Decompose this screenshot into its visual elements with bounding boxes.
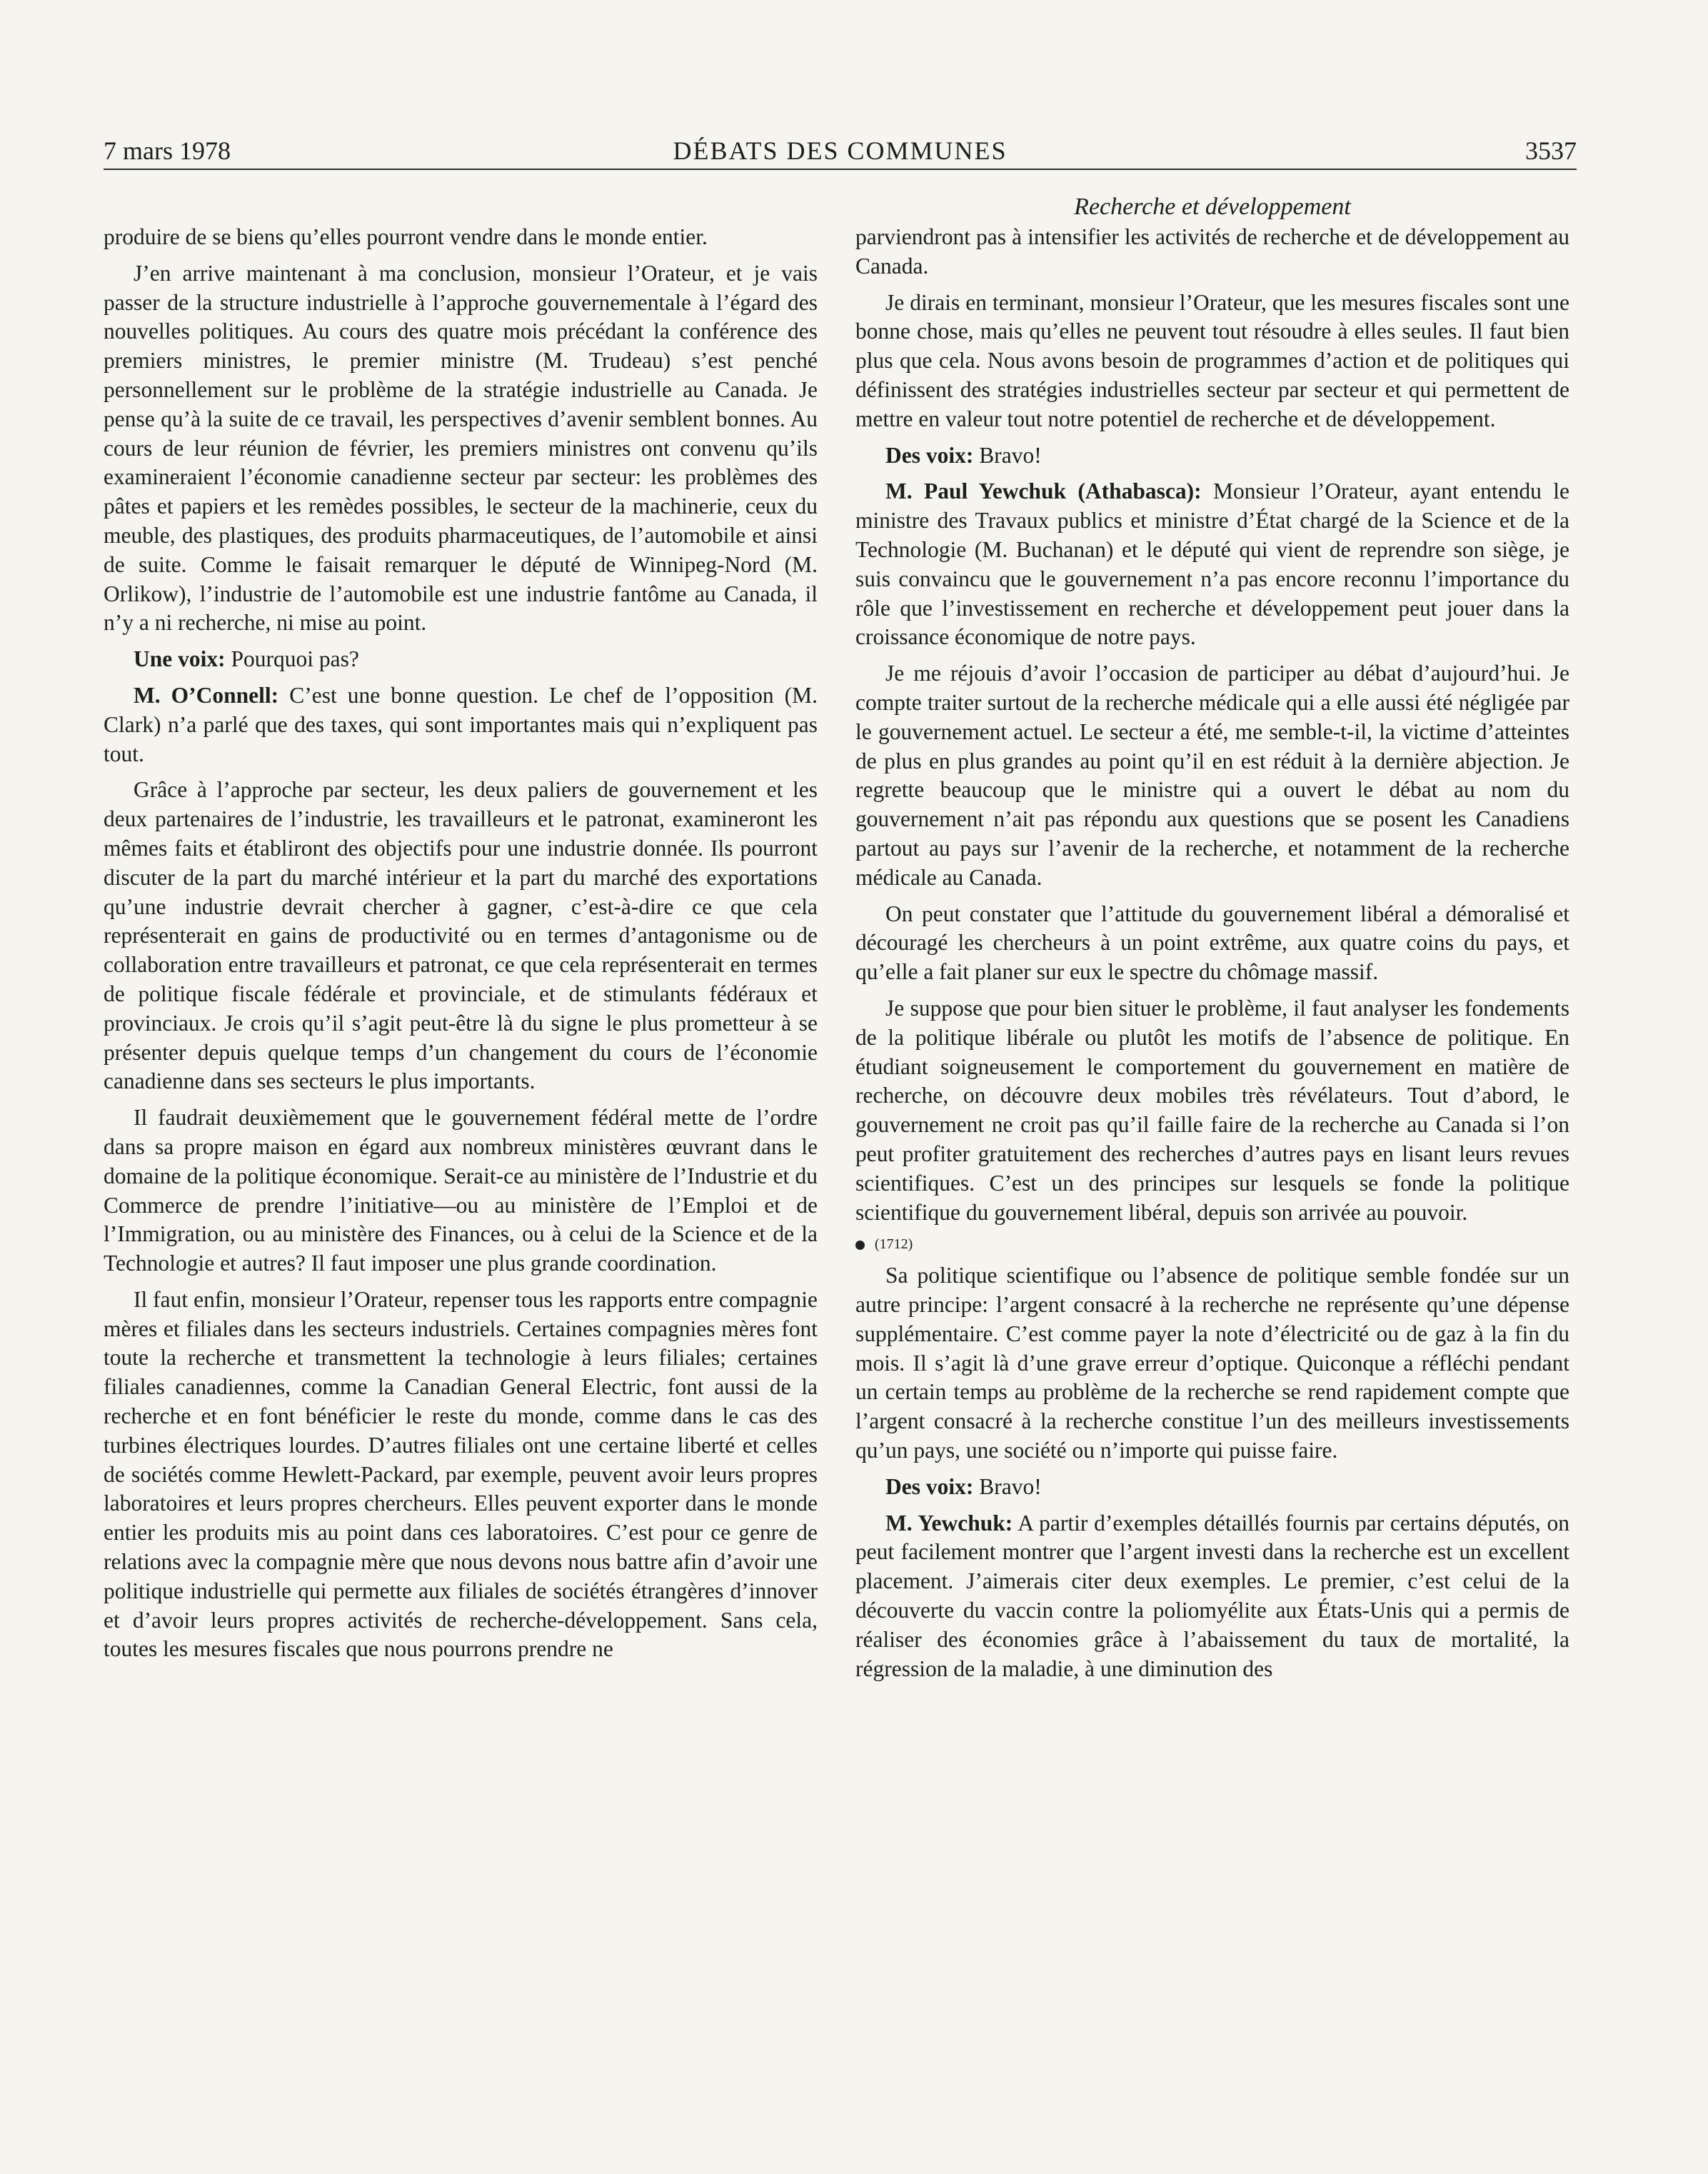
- left-column: [104, 223, 818, 1671]
- paragraph: Je suppose que pour bien situer le problème, il faut analyser les fondements de la politique libérale ou plutôt les motifs de l’absence de politique. En étudiant soigneusement le comportement du gouvernement en matière de recherche, on découvre deux mobiles très révélateurs. Tout d’abord, le gouvernement ne croit pas qu’il faille faire de la recherche au Canada si l’on peut profiter gratuitement des recherches d’autres pays en lisant leurs revues scientifiques. C’est un des principes sur lesquels se fonde la politique scientifique du gouvernement libéral, depuis son arrivée au pouvoir.: [855, 995, 1569, 1225]
- time-marker: [855, 1234, 1569, 1254]
- paragraph: On peut constater que l’attitude du gouvernement libéral a démoralisé et découragé les chercheurs à un point extrême, aux quatre coins du pays, et qu’elle a fait planer sur eux le spectre du chômage massif.: [855, 901, 1569, 985]
- paragraph: Sa politique scientifique ou l’absence de politique semble fondée sur un autre principe: l’argent consacré à la recherche ne représente qu’une dépense supplémentaire. C’est comme payer la note d’électricité ou de gaz à la fin du mois. Il s’agit là d’une grave erreur d’optique. Quiconque a réfléchi pendant un certain temps au problème de la recherche se rend rapidement compte que l’argent consacré à la recherche constitue l’un des meilleurs investissements qu’un pays, une société ou n’importe qui puisse faire.: [855, 1263, 1569, 1463]
- paragraph: [104, 645, 818, 674]
- paragraph: [104, 681, 818, 768]
- speaker-name: Une voix:: [134, 646, 226, 672]
- speaker-name: M. Yewchuk:: [885, 1510, 1013, 1536]
- speech-text: Pourquoi pas?: [225, 646, 359, 672]
- speaker-name: Des voix:: [885, 1473, 974, 1499]
- speech-text: Bravo!: [973, 442, 1042, 468]
- paragraph: Grâce à l’approche par secteur, les deux paliers de gouvernement et les deux partenaires de l’industrie, les travailleurs et le patronat, examineront les mêmes faits et établiront des objectifs pour une industrie donnée. Ils pourront discuter de la part du marché intérieur et la part du marché des exportations qu’une industrie devrait chercher à gagner, c’est-à-dire ce que cela représenterait en gains de productivité ou en termes d’antagonisme ou de collaboration entre travailleurs et patronat, ce que cela représenterait en termes de politique fiscale fédérale et provinciale, et de stimulants fédéraux et provinciaux. Je crois qu’il s’agit peut-être là du signe le plus prometteur à se présenter depuis quelque temps d’un changement du cours de l’économie canadienne dans ses secteurs le plus importants.: [104, 777, 818, 1094]
- paragraph: [855, 1473, 1569, 1502]
- time-marker-text: (1712): [875, 1236, 913, 1253]
- paragraph: parviendront pas à intensifier les activités de recherche et de développement au Canada.: [855, 224, 1569, 279]
- paragraph: Il faudrait deuxièmement que le gouvernement fédéral mette de l’ordre dans sa propre maison en égard aux nombreux ministères œuvrant dans le domaine de la politique économique. Serait-ce au ministère de l’Industrie et du Commerce de prendre l’initiative—ou au ministère de l’Emploi et de l’Immigration, ou au ministère des Finances, ou à celui de la Science et de la Technologie et autres? Il faut imposer une plus grande coordination.: [104, 1105, 818, 1276]
- header-page-number: 3537: [1525, 136, 1577, 165]
- paragraph: [855, 1509, 1569, 1684]
- header-date: 7 mars 1978: [104, 136, 231, 165]
- paragraph: Je dirais en terminant, monsieur l’Orateur, que les mesures fiscales sont une bonne chose, mais qu’elles ne peuvent tout résoudre à elles seules. Il faut bien plus que cela. Nous avons besoin de programmes d’action et de politiques qui définissent des stratégies industrielles secteur par secteur et qui permettent de mettre en valeur tout notre potentiel de recherche et de développement.: [855, 289, 1569, 431]
- speech-text: Bravo!: [973, 1473, 1042, 1499]
- speaker-name: M. O’Connell:: [134, 682, 279, 708]
- speaker-name: M. Paul Yewchuk (Athabasca):: [885, 479, 1202, 504]
- section-title: Recherche et développement: [1074, 194, 1351, 220]
- paragraph: [855, 477, 1569, 652]
- running-header: [104, 133, 1577, 170]
- paragraph: Je me réjouis d’avoir l’occasion de participer au débat d’aujourd’hui. Je compte traiter surtout de la recherche médicale qui a elle aussi été négligée par le gouvernement actuel. Le secteur a été, me semble-t-il, la victime d’atteintes de plus en plus grandes au point qu’il en est réduit à la dernière abjection. Je regrette beaucoup que le ministre qui a ouvert le débat au nom du gouvernement n’ait pas répondu aux questions que se posent les Canadiens partout au pays sur l’avenir de la recherche, et notamment de la recherche médicale au Canada.: [855, 661, 1569, 890]
- speech-text: C’est une bonne question. Le chef de l’opposition (M. Clark) n’a parlé que des taxes, qui sont importantes mais qui n’expliquent pas tout.: [104, 682, 818, 766]
- speech-text: A partir d’exemples détaillés fournis par certains députés, on peut facilement montrer que l’argent investi dans la recherche est un excellent placement. J’aimerais citer deux exemples. Le premier, c’est celui de la découverte du vaccin contre la poliomyélite aux États-Unis qui a permis de réaliser des économies grâce à l’abaissement du taux de mortalité, la régression de la maladie, à une diminution des: [855, 1510, 1569, 1681]
- bullet-dot-icon: [855, 1241, 865, 1250]
- paragraph: [855, 441, 1569, 471]
- right-column: [855, 191, 1569, 1690]
- speaker-name: Des voix:: [885, 442, 974, 468]
- speech-text: Monsieur l’Orateur, ayant entendu le ministre des Travaux publics et ministre d’État chargé de la Science et de la Technologie (M. Buchanan) et le député qui vient de reprendre son siège, je suis convaincu que le gouvernement n’a pas encore reconnu l’importance du rôle que l’investissement en recherche et développement peut jouer dans la croissance économique de notre pays.: [855, 479, 1569, 650]
- paragraph: Il faut enfin, monsieur l’Orateur, repenser tous les rapports entre compagnie mères et filiales dans les secteurs industriels. Certaines compagnies mères font toute la recherche et transmettent la technologie à leurs filiales; certaines filiales canadiennes, comme la Canadian General Electric, font aussi de la recherche et en font bénéficier le reste du monde, comme dans le cas des turbines électriques lourdes. D’autres filiales ont une certaine liberté et celles de sociétés comme Hewlett-Packard, par exemple, peuvent avoir leurs propres laboratoires et leurs propres chercheurs. Elles peuvent exporter dans le monde entier les produits mis au point dans ces laboratoires. C’est pour ce genre de relations avec la compagnie mère que nous devons nous battre afin d’avoir une politique industrielle qui permette aux filiales de sociétés étrangères d’innover et d’avoir leurs propres activités de recherche-développement. Sans cela, toutes les mesures fiscales que nous pourrons prendre ne: [104, 1286, 818, 1662]
- header-title: DÉBATS DES COMMUNES: [673, 136, 1008, 165]
- paragraph: J’en arrive maintenant à ma conclusion, monsieur l’Orateur, et je vais passer de la structure industrielle à l’approche gouvernementale à l’égard des nouvelles politiques. Au cours des quatre mois précédant la conférence des premiers ministres, le premier ministre (M. Trudeau) s’est penché personnellement sur le problème de la stratégie industrielle au Canada. Je pense qu’à la suite de ce travail, les perspectives d’avenir semblent bonnes. Au cours de leur réunion de février, les premiers ministres ont convenu qu’ils examineraient l’économie canadienne secteur par secteur: les problèmes des pâtes et papiers et les remèdes possibles, le secteur de la machinerie, ceux du meuble, des plastiques, des produits pharmaceutiques, de l’automobile et ainsi de suite. Comme le faisait remarquer le député de Winnipeg-Nord (M. Orlikow), l’industrie de l’automobile est une industrie fantôme au Canada, il n’y a ni recherche, ni mise au point.: [104, 260, 818, 636]
- paragraph: produire de se biens qu’elles pourront vendre dans le monde entier.: [104, 224, 708, 249]
